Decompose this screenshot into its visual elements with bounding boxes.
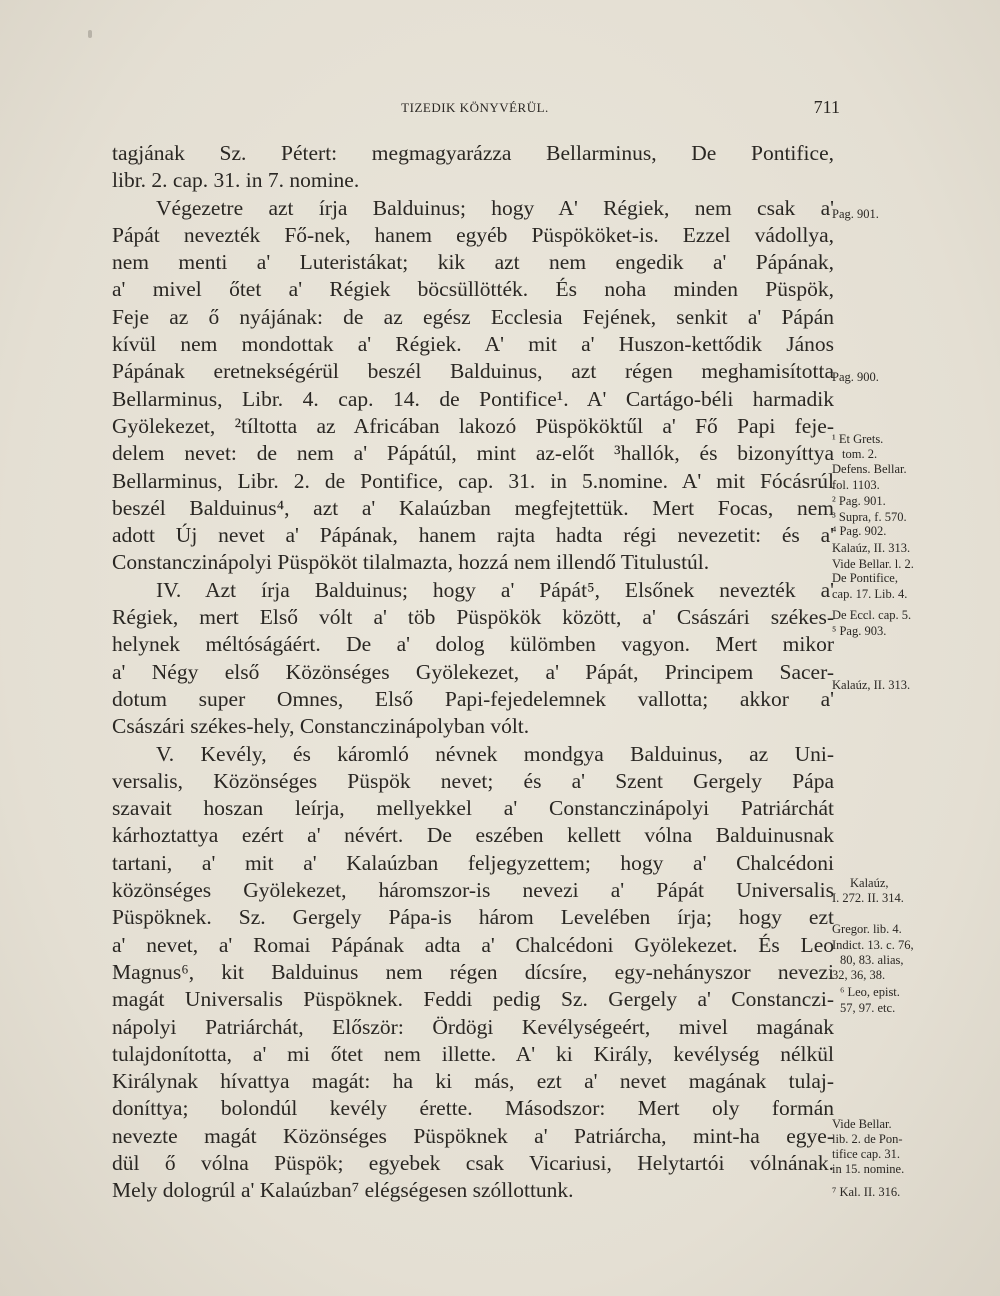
running-title: TIZEDIK KÖNYVÉRÜL. (401, 100, 549, 115)
text-line: beszél Balduinus⁴, azt a' Kalaúzban megfejtettük. Mert Focas, nem (112, 495, 834, 520)
margin-note: tifice cap. 31. (832, 1147, 901, 1161)
text-line: doníttya; bolondúl kevély érette. Másodszor: Mert oly formán (112, 1096, 834, 1121)
text-line: delem nevet: de nem a' Pápátúl, mint az-előt ³hallók, és bizonyíttya (112, 441, 834, 466)
margin-note: ² Pag. 901. (832, 494, 886, 508)
margin-note: De Pontifice, (832, 571, 898, 585)
margin-note: Defens. Bellar. (832, 462, 907, 476)
text-line: kívül nem mondottak a' Régiek. A' mit a' Huszon-kettődik János (112, 332, 834, 357)
margin-note: ⁷ Kal. II. 316. (832, 1185, 901, 1199)
text-line: nápolyi Patriárchát, Először: Ördögi Kevélységeért, mivel magának (112, 1014, 834, 1039)
main-text-block (112, 140, 834, 1205)
text-line: Pápának eretnekségérül beszél Balduinus, azt régen meghamisította (112, 359, 834, 384)
text-line: a' Négy első Közönséges Gyölekezet, a' Pápát, Principem Sacer- (112, 659, 834, 684)
text-line: Püspöknek. Sz. Gergely Pápa-is három Levelében írja; hogy ezt (112, 905, 834, 930)
margin-note: 32, 36, 38. (832, 968, 886, 982)
margin-note: lib. 2. de Pon- (832, 1132, 903, 1146)
text-line: nevezte magát Közönséges Püspöknek a' Patriárcha, mint-ha egye- (112, 1123, 834, 1148)
text-line: Feje az ő nyájának: de az egész Ecclesia Fejének, senkit a' Pápán (112, 304, 834, 329)
text-line: V. Kevély, és káromló névnek mondgya Balduinus, az Uni- (156, 741, 834, 766)
margin-note: ⁴ Pag. 902. (832, 524, 887, 538)
text-line: tagjának Sz. Pétert: megmagyarázza Bellarminus, De Pontifice, (112, 141, 834, 165)
margin-note: ¹ Et Grets. (832, 432, 884, 446)
margin-note: in 15. nomine. (832, 1162, 905, 1176)
text-line: magát Universalis Püspöknek. Feddi pedig Sz. Gergely a' Constanczi- (112, 987, 834, 1012)
page-number: 711 (813, 97, 840, 117)
text-line: Bellarminus, Libr. 4. cap. 14. de Pontifice¹. A' Cartágo-béli harmadik (112, 386, 834, 411)
text-line: Magnus⁶, kit Balduinus nem régen dícsíre, egy-nehányszor nevezi (112, 959, 834, 984)
text-line: helynek méltóságáért. De a' dolog külömben vagyon. Mert mikor (112, 632, 834, 657)
margin-note: I. 272. II. 314. (832, 891, 904, 905)
margin-note: Kalaúz, (850, 876, 889, 890)
margin-note: Vide Bellar. l. 2. (832, 557, 914, 571)
text-line: Császári székes-hely, Constanczinápolyban vólt. (112, 714, 530, 739)
text-line: szavait hoszan leírja, mellyekkel a' Constanczinápolyi Patriárchát (112, 796, 834, 821)
text-line: tulajdonította, a' mi őtet nem illette. A' ki Király, kevélység nélkül (112, 1041, 834, 1066)
paper-speck (88, 30, 92, 38)
margin-note: Pag. 900. (832, 370, 879, 384)
margin-note: De Eccl. cap. 5. (832, 608, 912, 622)
margin-note: Pag. 901. (832, 207, 879, 221)
text-line: versalis, Közönséges Püspök nevet; és a' Szent Gergely Pápa (112, 768, 834, 793)
margin-note: Kalaúz, II. 313. (832, 678, 911, 692)
margin-note: tom. 2. (842, 447, 878, 461)
margin-note: ³ Supra, f. 570. (832, 510, 907, 524)
margin-note: Indict. 13. c. 76, (832, 938, 914, 952)
text-line: nem menti a' Luteristákat; kik azt nem engedik a' Pápának, (112, 250, 834, 275)
text-line: Bellarminus, Libr. 2. de Pontifice, cap. 31. in 5.nomine. A' mit Fócásrúl (112, 468, 834, 493)
text-line: Mely dologrúl a' Kalaúzban⁷ elégségesen szóllottunk. (112, 1178, 574, 1203)
margin-note: Gregor. lib. 4. (832, 922, 902, 936)
margin-note: Vide Bellar. (832, 1117, 892, 1131)
text-line: dotum super Omnes, Első Papi-fejedelemnek vallotta; akkor a' (112, 686, 834, 711)
margin-note: cap. 17. Lib. 4. (832, 587, 908, 601)
text-line: Pápát nevezték Fő-nek, hanem egyéb Püspököket-is. Ezzel vádollya, (112, 222, 834, 247)
text-line: IV. Azt írja Balduinus; hogy a' Pápát⁵, Elsőnek nevezték a' (156, 577, 834, 602)
text-line: közönséges Gyölekezet, háromszor-is nevezi a' Pápát Universalis (112, 878, 834, 903)
text-line: Régiek, mert Első vólt a' töb Püspökök között, a' Császári székes- (112, 605, 834, 630)
text-line: tartani, a' mit a' Kalaúzban feljegyzettem; hogy a' Chalcédoni (112, 850, 834, 875)
text-line: a' nevet, a' Romai Pápának adta a' Chalcédoni Gyölekezet. És Leo (112, 932, 834, 957)
text-line: libr. 2. cap. 31. in 7. nomine. (112, 168, 360, 193)
margin-note: 57, 97. etc. (840, 1001, 896, 1015)
text-line: a' mivel őtet a' Régiek böcsüllötték. És noha minden Püspök, (112, 277, 834, 302)
text-line: Gyölekezet, ²tíltotta az Africában lakozó Püspököktűl a' Fő Papi feje- (112, 413, 834, 438)
text-line: dül ő vólna Püspök; egyebek csak Vicariusi, Helytartói vólnának. (112, 1150, 834, 1175)
text-line: adott Új nevet a' Pápának, hanem rajta hadta régi nevezetit: és a' (112, 523, 834, 548)
text-line: Végezetre azt írja Balduinus; hogy A' Régiek, nem csak a' (156, 195, 834, 220)
text-line: kárhoztattya ezért a' névért. De eszében kellett vólna Balduinusnak (112, 823, 834, 848)
margin-note: ⁵ Pag. 903. (832, 624, 887, 638)
margin-note: fol. 1103. (832, 478, 880, 492)
margin-note: 80, 83. alias, (840, 953, 904, 967)
margin-note: ⁶ Leo, epist. (840, 985, 900, 999)
margin-note: Kalaúz, II. 313. (832, 541, 911, 555)
text-line: Királynak hívattya magát: ha ki más, ezt a' nevet magának tulaj- (112, 1069, 834, 1094)
text-line: Constanczinápolyi Püspököt tilalmazta, hozzá nem illendő Titulustúl. (112, 550, 710, 575)
